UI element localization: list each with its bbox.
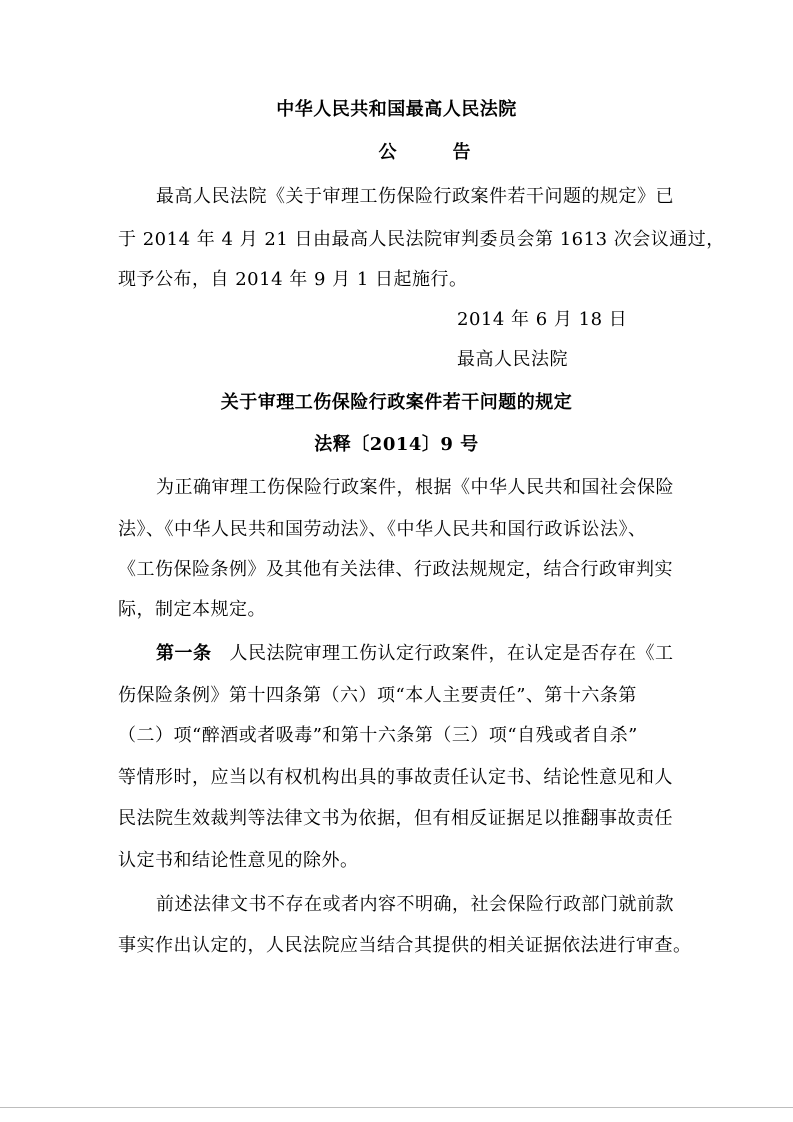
preamble-line: 际，制定本规定。: [118, 599, 266, 620]
preamble-line: 法》、《中华人民共和国劳动法》、《中华人民共和国行政诉讼法》、: [118, 519, 647, 540]
announcement-issuer: 最高人民法院: [457, 349, 568, 370]
court-name-heading: 中华人民共和国最高人民法院: [276, 99, 517, 120]
article1-first-text: 人民法院审理工伤认定行政案件，在认定是否存在《工: [229, 643, 674, 664]
article1-para2-line: 前述法律文书不存在或者内容不明确，社会保险行政部门就前款: [156, 894, 674, 915]
article1-line: 伤保险条例》第十四条第（六）项“本人主要责任”、第十六条第: [118, 685, 637, 706]
article1-line: （二）项“醉酒或者吸毒”和第十六条第（三）项“自残或者自杀”: [118, 725, 638, 746]
announcement-date: 2014 年 6 月 18 日: [457, 309, 628, 330]
regulation-title: 关于审理工伤保险行政案件若干问题的规定: [220, 392, 573, 413]
page-bottom-rule: [0, 1107, 793, 1108]
notice-heading: 公告: [378, 142, 527, 163]
article1-line: 等情形时，应当以有权机构出具的事故责任认定书、结论性意见和人: [118, 767, 673, 788]
announcement-line: 最高人民法院《关于审理工伤保险行政案件若干问题的规定》已: [156, 186, 674, 207]
article1-para2-line: 事实作出认定的，人民法院应当结合其提供的相关证据依法进行审查。: [118, 935, 692, 956]
article1-line: 认定书和结论性意见的除外。: [118, 850, 359, 871]
article1-line: 民法院生效裁判等法律文书为依据，但有相反证据足以推翻事故责任: [118, 808, 673, 829]
preamble-line: 为正确审理工伤保险行政案件，根据《中华人民共和国社会保险: [156, 477, 674, 498]
article1-label: 第一条: [156, 643, 212, 664]
announcement-line: 现予公布，自 2014 年 9 月 1 日起施行。: [118, 269, 468, 290]
preamble-line: 《工伤保险条例》及其他有关法律、行政法规规定，结合行政审判实: [118, 559, 673, 580]
article1-first-line: [156, 642, 674, 666]
regulation-doc-number: 法释〔2014〕9 号: [314, 434, 479, 455]
announcement-line: 于 2014 年 4 月 21 日由最高人民法院审判委员会第 1613 次会议通过，: [118, 229, 725, 250]
